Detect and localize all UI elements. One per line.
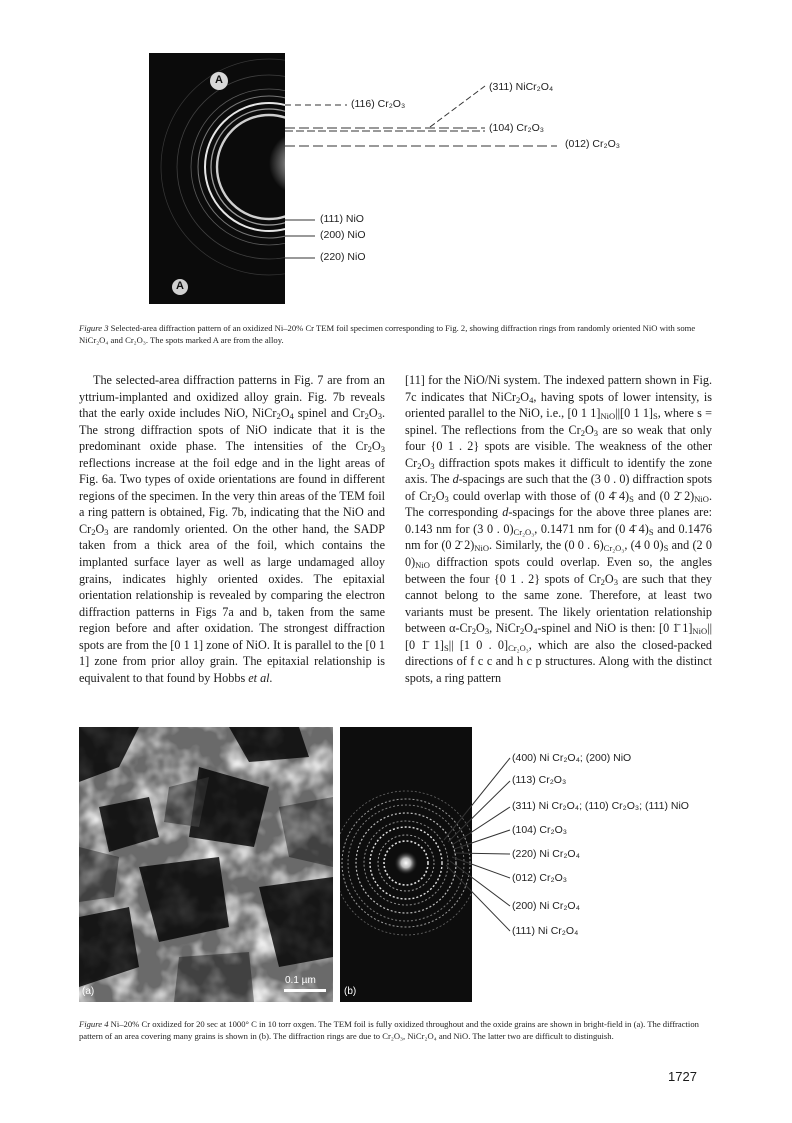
figure-4-caption [79,1018,715,1042]
figure-4a-bright-field-image [79,727,333,1002]
page-number: 1727 [668,1069,697,1084]
scale-bar-label: 0.1 µm [285,975,316,986]
figure-3-caption-label: Figure 3 [79,323,109,333]
ring-label-200-nio: (200) NiO [320,229,366,241]
paragraph: The selected-area diffraction patterns in Fig. 7 are from an yttrium-implanted and oxidized alloy grain. Fig. 7b reveals that the early oxide includes NiO, $NiCr_2O_4$ spinel and $Cr_2O_3$. The strong diffraction spots of NiO indicate that it is the predominant oxide phase. The intensities of the $Cr_2O_3$ reflections increase at the foil edge and in the light areas of Fig. 6a. Two types of oxide orientations are found in different regions of the specimen. In the very thin areas of the TEM foil a ring pattern is obtained, Fig. 7b, indicating that the NiO and $Cr_2O_3$ are randomly oriented. On the other hand, the SADP taken from a thick area of the foil, which contains the implanted surface layer as well as large undamaged alloy grains, indicates highly oriented oxides. The epitaxial orientation relationship is revealed by comparing the electron diffraction patterns in Figs 7a and b, taken from the same region before and after oxidation. The strongest diffraction spots are from the [0 1 1] zone of NiO. It is parallel to the [0 1 1] zone from prior alloy grain. The epitaxial relationship is equivalent to that found by Hobbs et al. [79,373,385,685]
ring-label-220-nio: (220) NiO [320,251,366,263]
ring-label-113-cr2o3: (113) Cr₂O₃ [512,774,567,786]
body-text-column-2 [405,372,712,686]
panel-label-a: (a) [82,986,95,997]
figure-4-leader-lines [440,745,520,945]
paragraph: [11] for the NiO/Ni system. The indexed pattern shown in Fig. 7c indicates that $NiCr_2O_4$, having spots of lower intensity, is oriented parallel to the NiO, i.e., [0 1 $1]_{NiO}||[0$ 1 $1]_S$, where s = spinel. The reflections from the $Cr_2O_3$ are so weak that only four {0 1 . 2} spots are visible. The weakness of the other $Cr_2O_3$ diffraction spots makes it difficult to identify the zone axis. The d-spacings are such that the (3 0 . 0) diffraction spots of $Cr_2O_3$ could overlap with those of (0 4̄ $4)_S$ and (0 2̄ $2)_{NiO}$. The corresponding d-spacings for the above three planes are: 0.143 nm for (3 0 . $0)_{Cr_2O_3}$, 0.1471 nm for (0 4̄ $4)_S$ and 0.1476 nm for (0 2̄ $2)_{NiO}$. Similarly, the (0 0 . $6)_{Cr_2O_3}$, (4 0 $0)_S$ and (2 0 $0)_{NiO}$ diffraction spots could overlap. Even so, the angles between the four {0 1 . 2} spots of $Cr_2O_3$ are such that they cannot belong to the same zone. Therefore, at least two variants must be present. The likely orientation relationship between $\alpha-Cr_2O_3$, $NiCr_2O_4$-spinel and NiO is then: [0 1̄ $1]_{NiO}||[0$ 1̄ $1]_S||$ [1 0 . $0]_{Cr_2O_3}$, which are also the closed-packed directions of f c c and h c p structures. Along with the distinct spots, a ring pattern [405,373,713,685]
figure-3-diffraction-image [149,53,285,304]
panel-label-b: (b) [344,986,357,997]
figure-4-caption-text: Ni–20% Cr oxidized for 20 sec at 1000° C in 10 torr oxgen. The TEM foil is fully oxidized throughout and the oxide grains are shown in bright-field in (a). The diffraction pattern of an area covering many grains is shown in (b). The diffraction rings are due to Cr₂O₃, NiCr₂O₄ and NiO. The latter two are difficult to distinguish. [79,1019,699,1041]
ring-label-400-nicr2o4-200-nio: (400) Ni Cr₂O₄; (200) NiO [512,752,632,764]
spot-label-a-top: A [215,74,223,86]
ring-label-116-cr2o3: (116) Cr₂O₃ [351,98,406,110]
ring-label-111-nicr2o4: (111) Ni Cr₂O₄ [512,925,579,937]
ring-label-311-nicr2o4-110-cr2o3-111-nio: (311) Ni Cr₂O₄; (110) Cr₂O₃; (111) NiO [512,800,689,812]
figure-3-caption [79,322,715,346]
ring-label-104-cr2o3: (104) Cr₂O₃ [489,122,545,134]
ring-label-104-cr2o3: (104) Cr₂O₃ [512,824,568,836]
body-text-column-1 [79,372,385,686]
figure-3-caption-text: Selected-area diffraction pattern of an oxidized Ni–20% Cr TEM foil specimen corresponding to Fig. 2, showing diffraction rings from randomly oriented NiO with some NiCr₂O₄ and Cr₂O₃. The spots marked A are from the alloy. [79,323,696,345]
spot-label-a-bottom: A [176,280,184,292]
ring-label-311-nicr2o4: (311) NiCr₂O₄ [489,81,554,93]
figure-4-caption-label: Figure 4 [79,1019,109,1029]
ring-label-111-nio: (111) NiO [320,213,364,225]
ring-label-200-nicr2o4: (200) Ni Cr₂O₄ [512,900,580,912]
ring-label-012-cr2o3: (012) Cr₂O₃ [565,138,621,150]
ring-label-220-nicr2o4: (220) Ni Cr₂O₄ [512,848,580,860]
ring-label-012-cr2o3: (012) Cr₂O₃ [512,872,568,884]
